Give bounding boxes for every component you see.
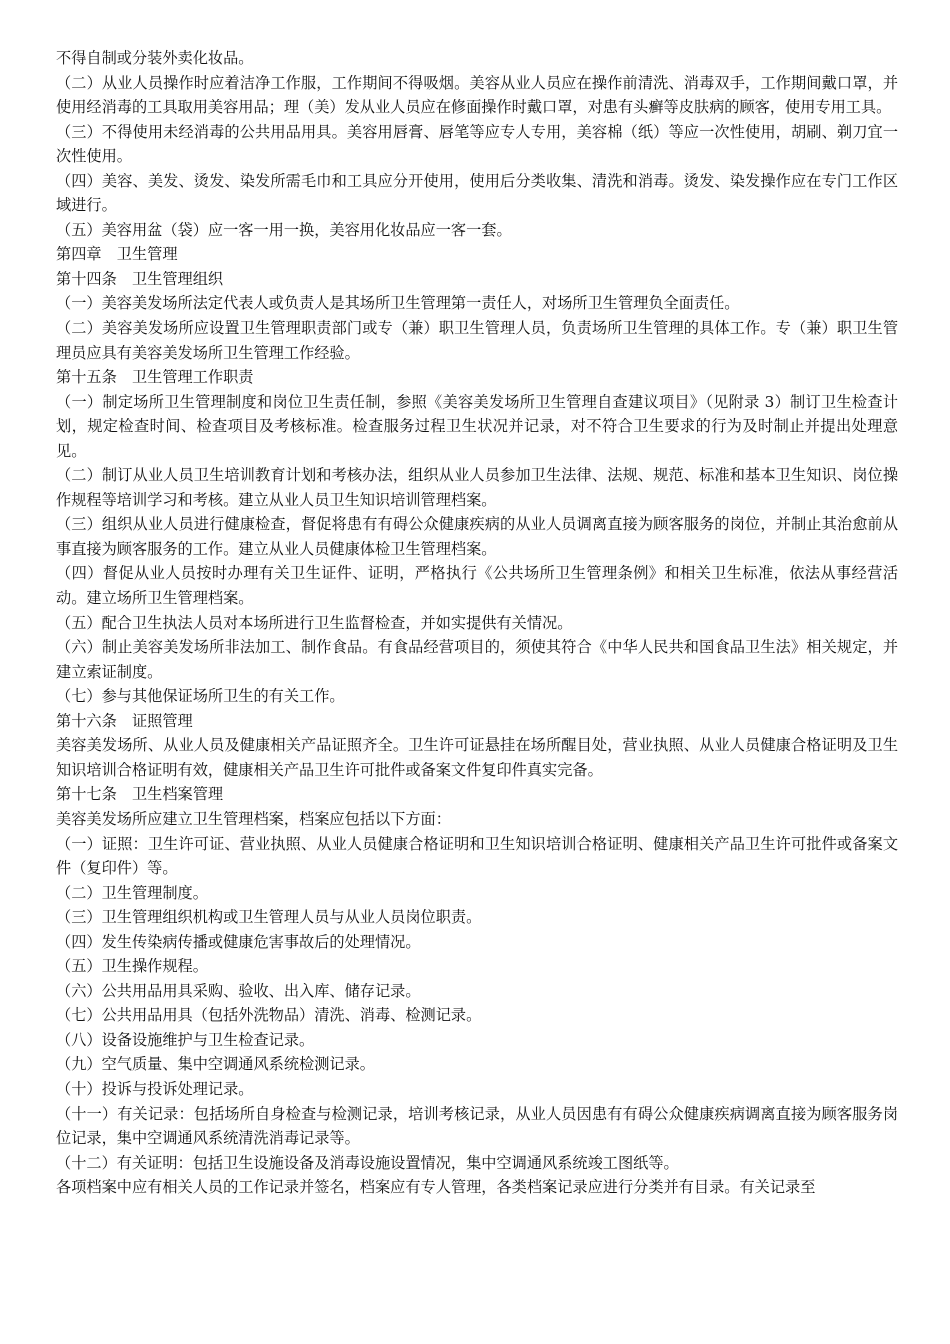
article-15-item-1: （一）制定场所卫生管理制度和岗位卫生责任制，参照《美容美发场所卫生管理自查建议项目》（见附录 3）制订卫生检查计划，规定检查时间、检查项目及考核标准。检查服务过程卫生状况并记录，对不符合卫生要求的行为及时制止并提出处理意见。	[56, 392, 898, 460]
article-15-item-3: （三）组织从业人员进行健康检查，督促将患有有碍公众健康疾病的从业人员调离直接为顾客服务的岗位，并制止其治愈前从事直接为顾客服务的工作。建立从业人员健康体检卫生管理档案。	[56, 515, 898, 558]
article-17-intro: 美容美发场所应建立卫生管理档案，档案应包括以下方面：	[56, 809, 451, 828]
article-16-body: 美容美发场所、从业人员及健康相关产品证照齐全。卫生许可证悬挂在场所醒目处，营业执照、从业人员健康合格证明及卫生知识培训合格证明有效，健康相关产品卫生许可批件或备案文件复印件真实完备。	[56, 736, 898, 779]
chapter-heading: 第四章 卫生管理	[56, 245, 178, 264]
article-heading-15: 第十五条 卫生管理工作职责	[56, 368, 254, 387]
article-17-item-11: （十一）有关记录：包括场所自身检查与检测记录，培训考核记录，从业人员因患有有碍公众健康疾病调离直接为顾客服务岗位记录，集中空调通风系统清洗消毒记录等。	[56, 1104, 898, 1148]
article-heading-17: 第十七条 卫生档案管理	[56, 785, 224, 804]
paragraph-continuation: 不得自制或分装外卖化妆品。	[56, 49, 254, 67]
paragraph-item-3: （三）不得使用未经消毒的公共用品用具。美容用唇膏、唇笔等应专人专用，美容棉（纸）等应一次性使用，胡刷、剃刀宜一次性使用。	[56, 122, 898, 166]
article-14-item-1: （一）美容美发场所法定代表人或负责人是其场所卫生管理第一责任人，对场所卫生管理负全面责任。	[56, 294, 740, 313]
article-17-item-2: （二）卫生管理制度。	[56, 883, 208, 902]
article-15-item-5: （五）配合卫生执法人员对本场所进行卫生监督检查，并如实提供有关情况。	[56, 613, 573, 632]
article-15-item-4: （四）督促从业人员按时办理有关卫生证件、证明，严格执行《公共场所卫生管理条例》和相关卫生标准，依法从事经营活动。建立场所卫生管理档案。	[56, 564, 898, 608]
article-17-item-1: （一）证照：卫生许可证、营业执照、从业人员健康合格证明和卫生知识培训合格证明、健康相关产品卫生许可批件或备案文件（复印件）等。	[56, 834, 898, 878]
article-17-item-8: （八）设备设施维护与卫生检查记录。	[56, 1030, 315, 1049]
article-17-item-9: （九）空气质量、集中空调通风系统检测记录。	[56, 1055, 375, 1074]
article-heading-16: 第十六条 证照管理	[56, 711, 193, 730]
article-14-item-2: （二）美容美发场所应设置卫生管理职责部门或专（兼）职卫生管理人员，负责场所卫生管理的具体工作。专（兼）职卫生管理员应具有美容美发场所卫生管理工作经验。	[56, 319, 898, 362]
article-17-item-6: （六）公共用品用具采购、验收、出入库、储存记录。	[56, 981, 421, 1000]
article-15-item-6: （六）制止美容美发场所非法加工、制作食品。有食品经营项目的，须使其符合《中华人民共和国食品卫生法》相关规定，并建立索证制度。	[56, 638, 898, 681]
paragraph-item-2: （二）从业人员操作时应着洁净工作服，工作期间不得吸烟。美容从业人员应在操作前清洗、消毒双手，工作期间戴口罩，并使用经消毒的工具取用美容用品；理（美）发从业人员应在修面操作时戴口罩，对患有头癣等皮肤病的顾客，使用专用工具。	[56, 73, 898, 117]
article-17-closing: 各项档案中应有相关人员的工作记录并签名，档案应有专人管理，各类档案记录应进行分类并有目录。有关记录至	[56, 1178, 816, 1197]
paragraph-item-5: （五）美容用盆（袋）应一客一用一换，美容用化妆品应一客一套。	[56, 220, 512, 239]
article-17-item-4: （四）发生传染病传播或健康危害事故后的处理情况。	[56, 932, 421, 951]
article-17-item-3: （三）卫生管理组织机构或卫生管理人员与从业人员岗位职责。	[56, 908, 482, 927]
article-15-item-2: （二）制订从业人员卫生培训教育计划和考核办法，组织从业人员参加卫生法律、法规、规范、标准和基本卫生知识、岗位操作规程等培训学习和考核。建立从业人员卫生知识培训管理档案。	[56, 466, 898, 509]
article-17-item-7: （七）公共用品用具（包括外洗物品）清洗、消毒、检测记录。	[56, 1006, 482, 1025]
article-17-item-10: （十）投诉与投诉处理记录。	[56, 1079, 254, 1098]
article-heading-14: 第十四条 卫生管理组织	[56, 269, 224, 288]
article-17-item-12: （十二）有关证明：包括卫生设施设备及消毒设施设置情况，集中空调通风系统竣工图纸等。	[56, 1153, 679, 1172]
article-15-item-7: （七）参与其他保证场所卫生的有关工作。	[56, 687, 345, 706]
paragraph-item-4: （四）美容、美发、烫发、染发所需毛巾和工具应分开使用，使用后分类收集、清洗和消毒。烫发、染发操作应在专门工作区域进行。	[56, 171, 898, 215]
article-17-item-5: （五）卫生操作规程。	[56, 957, 208, 976]
